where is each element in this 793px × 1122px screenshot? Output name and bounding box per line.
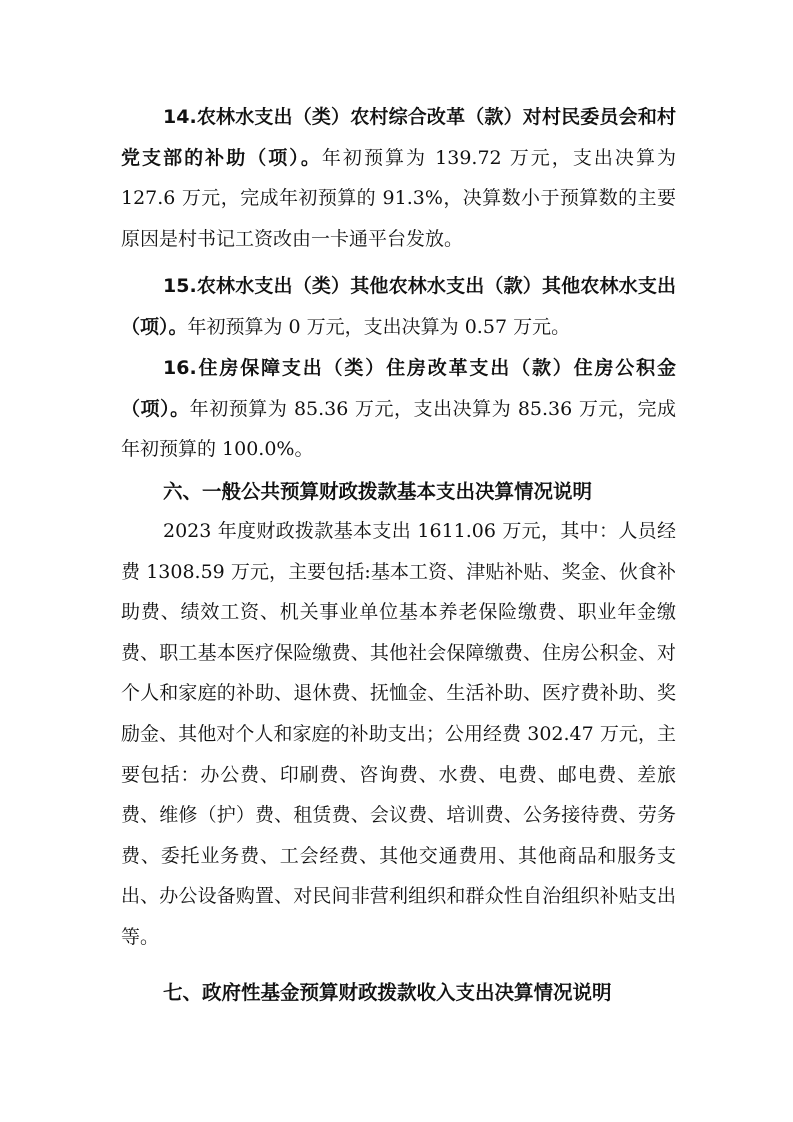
item-16-title: 住房保障支出（类）住房改革支出（款）住房公积金（项）。 [121, 357, 676, 420]
item-14-number: 14. [163, 106, 197, 128]
item-16-paragraph [121, 348, 676, 470]
item-14-text: 年初预算为 139.72 万元，支出决算为 127.6 万元，完成年初预算的 91.3%，决算数小于预算数的主要原因是村书记工资改由一卡通平台发放。 [121, 146, 676, 250]
section-6-heading: 六、一般公共预算财政拨款基本支出决算情况说明 [163, 480, 593, 503]
item-16-number: 16. [163, 357, 197, 379]
item-15-title: 农林水支出（类）其他农林水支出（款）其他农林水支出（项）。 [121, 275, 676, 338]
item-16-text: 年初预算为 85.36 万元，支出决算为 85.36 万元，完成年初预算的 100.0%。 [121, 397, 676, 461]
section-7-heading: 七、政府性基金预算财政拨款收入支出决算情况说明 [163, 981, 612, 1004]
item-15-text: 年初预算为 0 万元，支出决算为 0.57 万元。 [187, 315, 571, 338]
item-14-paragraph [121, 97, 676, 259]
item-15-paragraph [121, 266, 676, 347]
section-6-body: 2023 年度财政拨款基本支出 1611.06 万元，其中：人员经费 1308.59 万元，主要包括:基本工资、津贴补贴、奖金、伙食补助费、绩效工资、机关事业单位基本养老保险缴费、职业年金缴费、职工基本医疗保险缴费、其他社会保障缴费、住房公积金、对个人和家庭的补助、退休费、抚恤金、生活补助、医疗费补助、奖励金、其他对个人和家庭的补助支出；公用经费 302.47 万元，主要包括：办公费、印刷费、咨询费、水费、电费、邮电费、差旅费、维修（护）费、租赁费、会议费、培训费、公务接待费、劳务费、委托业务费、工会经费、其他交通费用、其他商品和服务支出、办公设备购置、对民间非营利组织和群众性自治组织补贴支出等。 [121, 520, 676, 948]
item-14-title: 农林水支出（类）农村综合改革（款）对村民委员会和村党支部的补助（项）。 [121, 106, 676, 169]
item-15-number: 15. [163, 275, 197, 297]
